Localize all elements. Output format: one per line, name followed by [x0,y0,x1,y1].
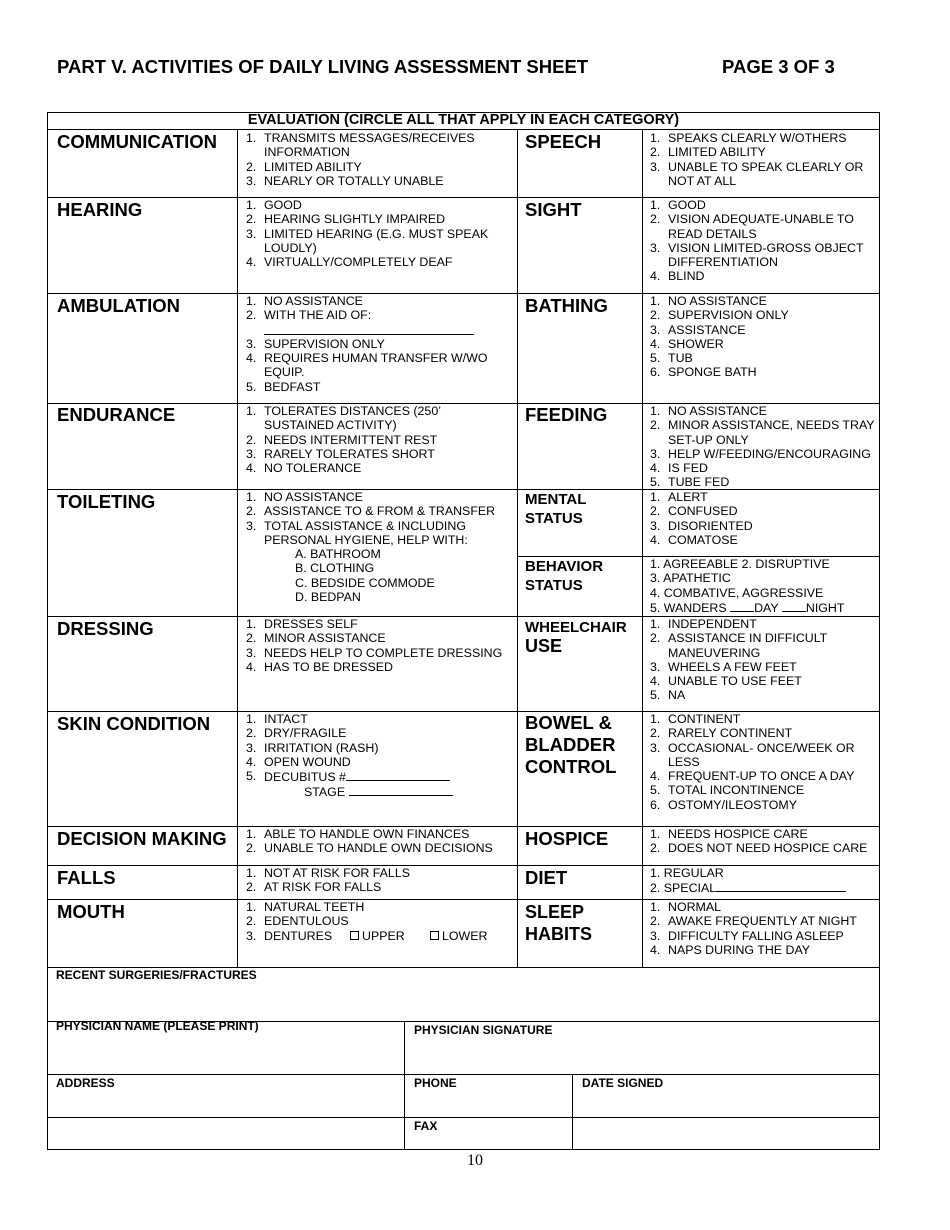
option-item[interactable]: 1. SPEAKS CLEARLY W/OTHERS [650,131,847,145]
option-item[interactable]: 3. HELP W/FEEDING/ENCOURAGING [650,446,871,461]
column-divider [404,1021,405,1150]
day-blank-field[interactable] [730,600,754,612]
category-label-line: WHEELCHAIR [525,619,627,636]
row-divider [47,1117,880,1118]
category-feeding: FEEDING [525,404,608,425]
category-label-line: BEHAVIOR [525,558,604,575]
option-item[interactable]: 2. NEEDS INTERMITTENT REST [246,432,438,447]
category-mental-status [525,490,586,528]
checkbox-icon[interactable] [430,931,439,940]
category-mouth: MOUTH [57,901,125,922]
category-toileting: TOILETING [57,491,156,512]
category-dressing: DRESSING [57,618,154,639]
option-item[interactable]: 5. TUB [650,351,693,366]
option-item[interactable]: 2. AWAKE FREQUENTLY AT NIGHT [650,914,857,929]
options-diet [650,866,875,896]
option-item[interactable]: 2. DRY/FRAGILE [246,726,347,741]
category-label-line: STATUS [525,577,583,594]
option-item[interactable]: 2. LIMITED ABILITY [650,145,766,160]
column-divider [642,129,643,967]
options-sight [650,198,875,284]
physician-name-field[interactable]: PHYSICIAN NAME (PLEASE PRINT) [56,1019,259,1033]
option-item[interactable]: 1. ALERT [650,490,708,504]
category-behavior-status [525,557,603,595]
options-toileting [246,490,514,604]
option-item[interactable]: 3. IRRITATION (RASH) [246,740,379,755]
checkbox-icon[interactable] [350,931,359,940]
option-item[interactable]: 4. IS FED [650,461,708,476]
option-item[interactable]: 1. NATURAL TEETH [246,900,365,914]
option-item[interactable]: 5. BEDFAST [246,379,321,394]
option-item[interactable]: 1. REGULAR [650,866,724,880]
category-label-line: USE [525,636,563,656]
options-hearing [246,198,511,269]
options-bathing [650,294,875,380]
page-number: 10 [467,1152,483,1169]
option-item[interactable]: 1. INTACT [246,712,308,726]
stage-blank-field[interactable] [349,784,453,796]
option-item[interactable]: 3. UNABLE TO SPEAK CLEARLY OR NOT AT ALL [650,159,864,188]
option-item[interactable]: 2. AT RISK FOR FALLS [246,880,382,895]
option-item[interactable]: 2. MINOR ASSISTANCE, NEEDS TRAY SET-UP ONLY [650,418,875,447]
option-item[interactable]: 1. ABLE TO HANDLE OWN FINANCES [246,827,470,841]
option-item[interactable]: 2. MINOR ASSISTANCE [246,631,386,646]
category-hearing: HEARING [57,199,143,220]
category-skin-condition: SKIN CONDITION [57,713,211,734]
option-item[interactable]: 3. NEARLY OR TOTALLY UNABLE [246,173,444,188]
option-item[interactable]: 1. NO ASSISTANCE [650,404,767,418]
options-behavior-status [650,557,878,615]
option-item[interactable]: 2. CONFUSED [650,504,738,519]
option-item[interactable]: 6. SPONGE BATH [650,365,757,380]
category-falls: FALLS [57,867,116,888]
recent-surgeries-field[interactable]: RECENT SURGERIES/FRACTURES [56,968,257,982]
category-sight: SIGHT [525,199,582,220]
category-decision-making: DECISION MAKING [57,828,227,849]
sub-option-item[interactable]: A. BATHROOM [295,547,381,562]
option-item[interactable]: 3. RARELY TOLERATES SHORT [246,446,435,461]
options-endurance [246,404,511,475]
option-item[interactable]: 4. FREQUENT-UP TO ONCE A DAY [650,769,855,784]
options-wheelchair-use [650,617,875,703]
option-item[interactable]: 3. APATHETIC [650,571,731,586]
category-wheelchair-use [525,618,627,656]
option-item[interactable]: 3. WHEELS A FEW FEET [650,659,797,674]
option-item[interactable]: 4. NO TOLERANCE [246,461,362,476]
option-item[interactable]: 2. VISION ADEQUATE-UNABLE TO READ DETAILS [650,212,854,241]
option-item[interactable]: 4. SHOWER [650,336,724,351]
option-item[interactable]: 3. VISION LIMITED-GROSS OBJECT DIFFERENTIATION [650,240,864,270]
options-decision-making [246,827,514,856]
options-mouth [246,900,514,943]
option-item[interactable]: 2. EDENTULOUS [246,914,349,929]
special-diet-blank-field[interactable] [716,880,846,892]
option-item[interactable]: 2. SPECIAL [650,880,875,895]
option-item[interactable]: STAGE [246,784,511,799]
category-label-line: HABITS [525,924,592,944]
option-item[interactable]: 1. NORMAL [650,900,722,914]
option-item[interactable]: 1. CONTINENT [650,712,741,726]
sub-option-item[interactable]: C. BEDSIDE COMMODE [295,575,435,590]
category-diet: DIET [525,867,568,888]
option-item[interactable]: 5. NA [650,688,686,703]
options-communication [246,131,511,188]
form-title: PART V. ACTIVITIES OF DAILY LIVING ASSESSMENT SHEET [57,56,589,77]
fax-field[interactable]: FAX [414,1119,438,1133]
aid-blank-field[interactable] [246,323,511,337]
options-hospice [650,827,878,856]
option-item[interactable]: 1. NO ASSISTANCE [650,294,767,308]
option-item[interactable]: 1. AGREEABLE 2. DISRUPTIVE [650,557,830,571]
option-item[interactable]: 4. OPEN WOUND [246,754,351,769]
category-ambulation: AMBULATION [57,295,180,316]
options-dressing [246,617,514,674]
option-item[interactable]: 3. TOTAL ASSISTANCE & INCLUDING PERSONAL HYGIENE, HELP WITH: [246,518,468,547]
option-item[interactable]: 2. SUPERVISION ONLY [650,308,789,323]
option-item[interactable]: 6. OSTOMY/ILEOSTOMY [650,797,797,812]
category-speech: SPEECH [525,131,602,152]
option-item[interactable]: 5. TOTAL INCONTINENCE [650,783,805,798]
category-label-line: BLADDER [525,734,616,755]
options-speech [650,131,875,188]
option-item[interactable]: 4. COMATOSE [650,532,738,547]
address-field[interactable]: ADDRESS [56,1076,115,1090]
option-item[interactable]: 1. TRANSMITS MESSAGES/RECEIVES INFORMATION [246,131,475,160]
category-label-line: MENTAL [525,491,587,508]
options-falls [246,866,511,895]
category-bowel-bladder-control [525,712,616,778]
option-item[interactable]: 2. RARELY CONTINENT [650,726,793,741]
option-item[interactable]: 2. DOES NOT NEED HOSPICE CARE [650,841,868,856]
phone-field[interactable]: PHONE [414,1076,457,1090]
option-item[interactable]: 1. TOLERATES DISTANCES (250’ SUSTAINED ACTIVITY) [246,404,441,433]
option-item[interactable]: 4. HAS TO BE DRESSED [246,659,393,674]
option-item[interactable]: 1. NO ASSISTANCE [246,490,363,504]
options-ambulation [246,294,511,394]
category-bathing: BATHING [525,295,608,316]
options-mental-status [650,490,875,547]
option-item[interactable]: 4. VIRTUALLY/COMPLETELY DEAF [246,255,453,270]
decubitus-blank-field[interactable] [346,769,450,781]
option-item[interactable]: 3. LIMITED HEARING (E.G. MUST SPEAK LOUDLY) [246,226,489,255]
option-item[interactable]: 2. UNABLE TO HANDLE OWN DECISIONS [246,841,493,856]
category-label-line: SLEEP [525,902,585,922]
option-item[interactable]: 1. NOT AT RISK FOR FALLS [246,866,410,880]
options-bowel-bladder-control [650,712,875,812]
option-item[interactable]: 5. DECUBITUS # [246,769,511,784]
option-item[interactable]: 3. NEEDS HELP TO COMPLETE DRESSING [246,645,503,660]
option-item[interactable]: 3. DISORIENTED [650,518,753,533]
option-item[interactable]: 1. GOOD [246,198,302,212]
category-communication: COMMUNICATION [57,131,217,152]
physician-signature-field[interactable]: PHYSICIAN SIGNATURE [414,1023,553,1037]
category-label-line: BOWEL & [525,712,613,733]
option-item[interactable]: 3. OCCASIONAL- ONCE/WEEK OR LESS [650,740,855,769]
option-item[interactable]: 2. WITH THE AID OF: [246,308,372,323]
sub-option-item[interactable]: D. BEDPAN [295,590,361,605]
option-item[interactable]: 3. SUPERVISION ONLY [246,336,385,351]
sub-option-item[interactable]: B. CLOTHING [295,561,375,576]
option-item[interactable]: 1. DRESSES SELF [246,617,358,631]
option-item[interactable]: 4. COMBATIVE, AGGRESSIVE [650,585,824,600]
options-feeding [650,404,878,490]
option-item[interactable]: 3. ASSISTANCE [650,322,746,337]
option-item[interactable]: 1. NEEDS HOSPICE CARE [650,827,808,841]
row-divider [47,1074,880,1075]
evaluation-header: EVALUATION (CIRCLE ALL THAT APPLY IN EACH CATEGORY) [247,112,680,128]
option-item[interactable]: 2. LIMITED ABILITY [246,159,362,174]
option-item[interactable]: 4. NAPS DURING THE DAY [650,942,811,957]
option-item[interactable]: 1. NO ASSISTANCE [246,294,363,308]
options-skin-condition [246,712,511,800]
option-item[interactable]: 5. WANDERS DAY NIGHT [650,600,845,615]
option-item[interactable]: 5. TUBE FED [650,475,730,490]
category-endurance: ENDURANCE [57,404,176,425]
option-item[interactable]: 4. UNABLE TO USE FEET [650,674,802,689]
column-divider [517,129,518,967]
category-hospice: HOSPICE [525,828,609,849]
upper-option[interactable]: UPPER [350,929,405,943]
page-indicator: PAGE 3 OF 3 [722,56,835,77]
row-divider [47,129,880,130]
option-item[interactable]: 3. DENTURES UPPER LOWER [246,928,488,943]
night-blank-field[interactable] [782,600,806,612]
option-item[interactable]: 2. ASSISTANCE IN DIFFICULT MANEUVERING [650,631,828,660]
option-item[interactable]: 2. HEARING SLIGHTLY IMPAIRED [246,212,446,227]
option-item[interactable]: 4. REQUIRES HUMAN TRANSFER W/WO EQUIP. [246,351,488,380]
option-item[interactable]: 3. DIFFICULTY FALLING ASLEEP [650,928,844,943]
date-signed-field[interactable]: DATE SIGNED [582,1076,664,1090]
category-label-line: CONTROL [525,756,617,777]
options-sleep-habits [650,900,875,957]
option-item[interactable]: 1. INDEPENDENT [650,617,757,631]
column-divider [572,1074,573,1150]
option-item[interactable]: 4. BLIND [650,269,705,284]
lower-option[interactable]: LOWER [430,929,487,943]
option-item[interactable]: 1. GOOD [650,198,706,212]
column-divider [237,129,238,967]
category-sleep-habits [525,901,592,945]
category-label-line: STATUS [525,510,583,527]
option-item[interactable]: 2. ASSISTANCE TO & FROM & TRANSFER [246,504,496,519]
